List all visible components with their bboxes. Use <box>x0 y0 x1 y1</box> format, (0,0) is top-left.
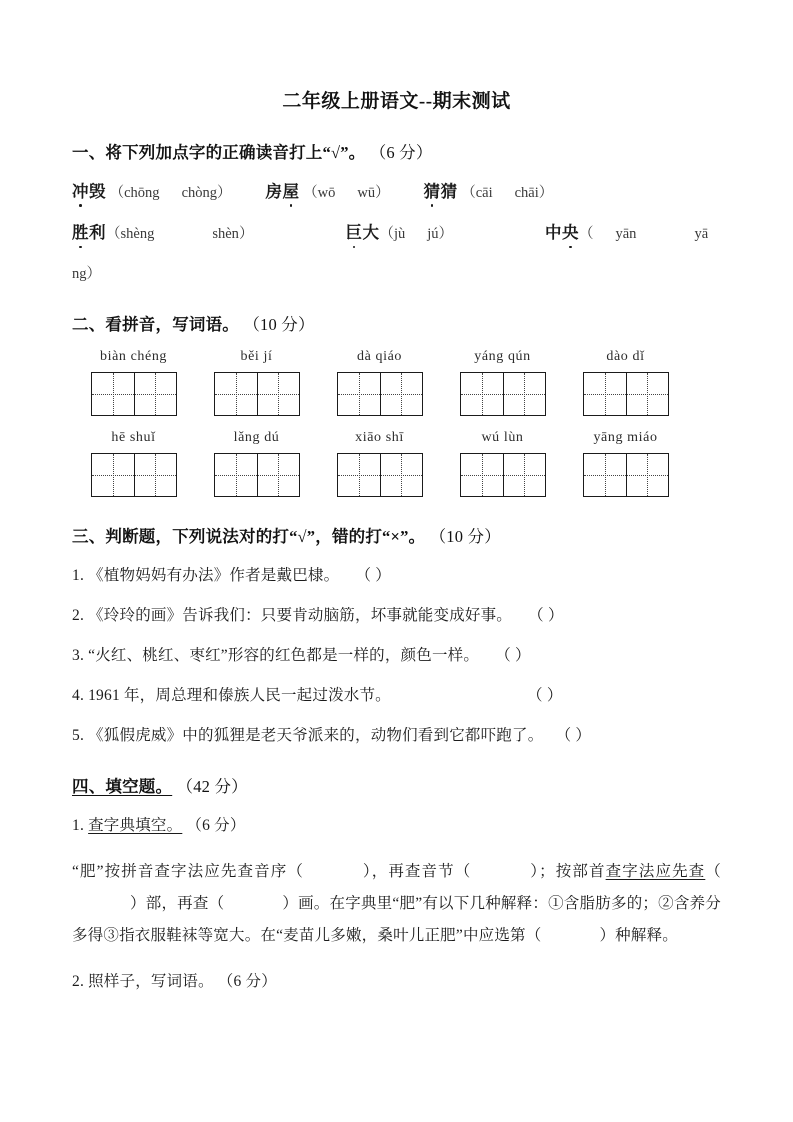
tianzige-cell[interactable] <box>92 454 134 496</box>
section-1-row-2-wrap <box>72 246 721 285</box>
tianzige-box[interactable] <box>91 453 177 497</box>
tianzige-cell[interactable] <box>461 373 503 415</box>
paren-open: （ <box>579 226 594 243</box>
item-number: 1. <box>72 567 85 585</box>
pron-options-juda <box>379 226 453 242</box>
pron-options-shengli <box>106 226 253 242</box>
tianzige-cell[interactable] <box>257 454 299 496</box>
tianzige-cell[interactable] <box>380 373 422 415</box>
pinyin-label: biàn chéng <box>99 349 168 365</box>
paren-close: ） <box>538 185 554 201</box>
tianzige-cell[interactable] <box>584 454 626 496</box>
judge-item-1 <box>72 547 721 587</box>
item-number: 4. <box>72 687 85 705</box>
writing-grid-slot[interactable] <box>564 453 687 497</box>
section-4-score: （42 分） <box>176 777 248 797</box>
word-zhongyang <box>545 223 579 242</box>
dotted-char: 猜 <box>424 180 441 204</box>
tianzige-box[interactable] <box>91 372 177 416</box>
pron-item-zhongyang[interactable] <box>545 225 708 242</box>
section-1-score: （6 分） <box>369 143 433 162</box>
dotted-char: 央 <box>562 221 579 245</box>
section-2-score: （10 分） <box>243 315 315 335</box>
section-2-grid-block-1 <box>72 335 721 416</box>
answer-bracket[interactable]: （ ） <box>555 727 592 745</box>
dotted-char: 巨 <box>345 221 362 245</box>
plain-char: 猜 <box>440 182 458 201</box>
section-1-row-2 <box>72 204 721 245</box>
para-text-d-underlined: 查字法应先查 <box>605 862 706 880</box>
paren-open: （ <box>303 185 318 201</box>
tianzige-cell[interactable] <box>134 373 176 415</box>
tianzige-cell[interactable] <box>461 454 503 496</box>
section-2-heading <box>72 285 721 335</box>
answer-bracket[interactable]: （ ） <box>495 647 531 665</box>
pron-options-caicai <box>458 185 554 201</box>
paren-open: （ <box>379 226 394 243</box>
item-text: 1961 年，周总理和傣族人民一起过泼水节。 <box>88 687 391 705</box>
sub-item-title: 照样子，写词语。 <box>88 972 214 990</box>
writing-grid-row-1 <box>72 372 721 416</box>
pron-options-fangwu <box>300 185 390 201</box>
option-a[interactable]: chōng <box>124 185 160 201</box>
pinyin-label: hē shuǐ <box>111 430 156 446</box>
option-a[interactable]: yān <box>615 226 637 243</box>
paren-close: ） <box>438 226 453 243</box>
wrapped-pinyin-tail: ng） <box>72 265 101 282</box>
paren-close: ） <box>375 185 390 201</box>
option-b[interactable]: chòng <box>181 185 217 201</box>
item-number: 5. <box>72 727 85 745</box>
option-b-wrapped[interactable]: yā <box>694 226 709 243</box>
section-4-heading-text: 四、填空题。 <box>72 777 173 797</box>
para-text-g: ）画。在字典里“肥”有以下几种解释：①含脂肪多的；②含养分多得③指衣服鞋袜等宽大。在“麦苗儿多嫩，桑叶儿正肥”中应选第（ <box>72 895 721 945</box>
tianzige-cell[interactable] <box>338 454 380 496</box>
pinyin-row-2 <box>72 430 721 446</box>
word-shengli <box>72 223 106 242</box>
answer-bracket[interactable]: （ ） <box>528 607 564 625</box>
page-title: 二年级上册语文--期末测试 <box>282 91 511 112</box>
option-b[interactable]: wū <box>357 185 376 201</box>
tianzige-cell[interactable] <box>338 373 380 415</box>
option-a[interactable]: jù <box>393 226 406 243</box>
tianzige-cell[interactable] <box>503 454 545 496</box>
writing-grid-slot[interactable] <box>564 372 687 416</box>
pron-item-caicai[interactable] <box>424 184 554 201</box>
section-4-sub-2-heading <box>72 953 721 993</box>
tianzige-box[interactable] <box>583 453 669 497</box>
tianzige-box[interactable] <box>583 372 669 416</box>
pron-options-zhongyang <box>579 226 708 242</box>
tianzige-cell[interactable] <box>92 373 134 415</box>
answer-bracket[interactable]: （ ） <box>355 567 391 585</box>
section-3-score: （10 分） <box>429 527 501 547</box>
item-number: 2. <box>72 607 85 625</box>
tianzige-cell[interactable] <box>215 454 257 496</box>
judge-item-5 <box>72 707 721 747</box>
item-text: 《狐假虎威》中的狐狸是老天爷派来的，动物们看到它都吓跑了。 <box>88 727 544 745</box>
dotted-char: 冲 <box>72 180 89 204</box>
writing-grid-slot[interactable] <box>72 453 195 497</box>
sub-item-score: （6 分） <box>217 972 277 990</box>
pinyin-label: lǎng dú <box>233 430 280 446</box>
option-a[interactable]: cāi <box>475 185 493 201</box>
section-1-heading <box>72 113 721 163</box>
pron-item-fangwu[interactable] <box>266 184 390 201</box>
tianzige-cell[interactable] <box>584 373 626 415</box>
writing-grid-slot[interactable] <box>318 453 441 497</box>
paren-close: ） <box>217 185 232 201</box>
section-4-sub-1-heading <box>72 797 721 837</box>
pinyin-label: dào dǐ <box>606 349 645 365</box>
tianzige-box[interactable] <box>337 453 423 497</box>
tianzige-box[interactable] <box>214 372 300 416</box>
option-a[interactable]: shèng <box>120 226 155 243</box>
section-3-heading <box>72 497 721 547</box>
tianzige-box[interactable] <box>460 453 546 497</box>
item-text: “火红、桃红、枣红”形容的红色都是一样的，颜色一样。 <box>88 647 480 665</box>
paren-open: （ <box>461 185 476 201</box>
sub-item-score: （6 分） <box>186 817 246 835</box>
section-3-heading-text: 三、判断题，下列说法对的打“√”，错的打“×”。 <box>72 527 426 547</box>
pron-item-chonghui[interactable] <box>72 184 232 201</box>
para-text-c: ）；按部首 <box>529 862 606 880</box>
tianzige-cell[interactable] <box>134 454 176 496</box>
option-b[interactable]: jú <box>427 226 439 243</box>
writing-grid-row-2 <box>72 453 721 497</box>
answer-bracket[interactable]: （ ） <box>527 687 563 705</box>
plain-char: 利 <box>89 223 106 243</box>
writing-grid-slot[interactable] <box>441 453 564 497</box>
para-text-h: ）种解释。 <box>599 927 678 945</box>
writing-grid-slot[interactable] <box>72 372 195 416</box>
plain-char: 大 <box>362 223 380 243</box>
section-4-heading <box>72 747 721 797</box>
item-number: 3. <box>72 647 85 665</box>
judge-item-4 <box>72 667 721 707</box>
pron-options-chonghui <box>106 185 232 201</box>
item-text: 《植物妈妈有办法》作者是戴巴棣。 <box>88 567 340 585</box>
plain-char: 中 <box>545 223 562 243</box>
dictionary-fill-in-paragraph <box>72 837 721 953</box>
dotted-char: 屋 <box>283 180 300 204</box>
section-1-row-1 <box>72 163 721 204</box>
pron-item-juda[interactable] <box>345 225 453 242</box>
pinyin-label: dà qiáo <box>356 349 403 365</box>
writing-grid-slot[interactable] <box>441 372 564 416</box>
pinyin-label: běi jí <box>240 349 273 365</box>
word-caicai <box>424 182 458 201</box>
dotted-char: 胜 <box>72 221 89 245</box>
pinyin-label: yáng qún <box>474 349 531 365</box>
word-chonghui <box>72 182 106 201</box>
tianzige-cell[interactable] <box>215 373 257 415</box>
tianzige-box[interactable] <box>337 372 423 416</box>
option-b[interactable]: chāi <box>514 185 539 201</box>
sub-item-title: 查字典填空。 <box>88 817 183 835</box>
sub-item-number: 2. <box>72 972 85 990</box>
tianzige-cell[interactable] <box>257 373 299 415</box>
writing-grid-slot[interactable] <box>195 453 318 497</box>
pinyin-label: wú lùn <box>481 430 524 446</box>
option-a[interactable]: wō <box>317 185 336 201</box>
writing-grid-slot[interactable] <box>318 372 441 416</box>
para-text-f: ）部，再查（ <box>130 895 225 913</box>
section-1-heading-text: 一、将下列加点字的正确读音打上“√”。 <box>72 143 366 162</box>
paren-open: （ <box>109 185 125 201</box>
section-2-heading-text: 二、看拼音，写词语。 <box>72 315 239 335</box>
tianzige-box[interactable] <box>214 453 300 497</box>
para-text-a: “肥”按拼音查字法应先查音序（ <box>72 862 304 880</box>
pinyin-label: yāng miáo <box>593 430 658 446</box>
tianzige-cell[interactable] <box>626 454 668 496</box>
pron-item-shengli[interactable] <box>72 225 253 242</box>
para-text-e: （ <box>705 862 721 880</box>
judge-item-3 <box>72 627 721 667</box>
tianzige-cell[interactable] <box>380 454 422 496</box>
paren-close: ） <box>238 226 254 243</box>
writing-grid-slot[interactable] <box>195 372 318 416</box>
tianzige-cell[interactable] <box>503 373 545 415</box>
paren-open: （ <box>106 226 121 243</box>
section-2-grid-block-2 <box>72 416 721 497</box>
plain-char: 房 <box>265 182 283 201</box>
pinyin-label: xiāo shī <box>355 430 404 446</box>
plain-char: 毁 <box>89 182 106 201</box>
sub-item-number: 1. <box>72 817 85 835</box>
item-text: 《玲玲的画》告诉我们：只要肯动脑筋，坏事就能变成好事。 <box>88 607 513 625</box>
word-juda <box>345 223 379 242</box>
pinyin-row-1 <box>72 349 721 365</box>
word-fangwu <box>266 182 300 201</box>
para-text-b: ），再查音节（ <box>361 862 472 880</box>
tianzige-cell[interactable] <box>626 373 668 415</box>
judge-item-2 <box>72 587 721 627</box>
tianzige-box[interactable] <box>460 372 546 416</box>
option-b[interactable]: shèn <box>212 226 239 243</box>
